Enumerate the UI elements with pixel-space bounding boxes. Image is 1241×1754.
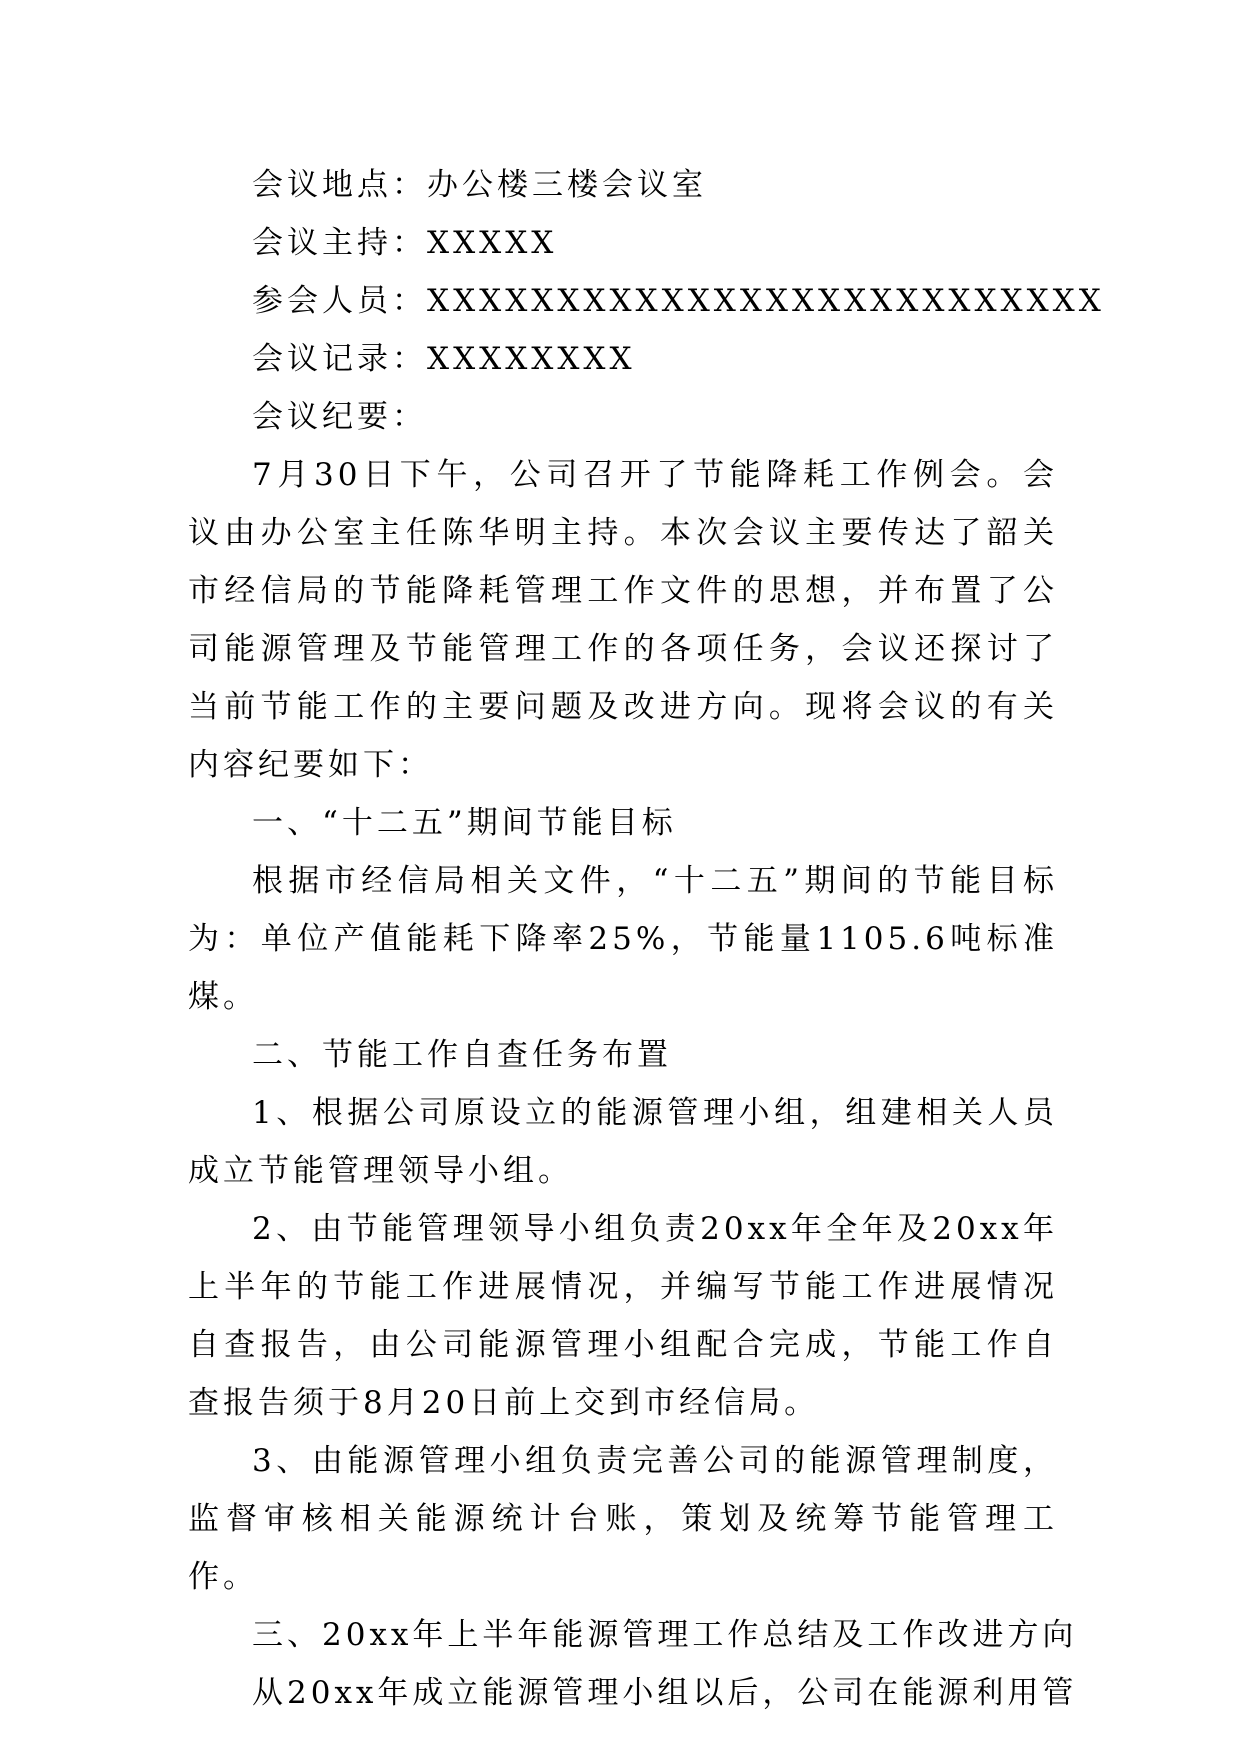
section-2-heading: 二、节能工作自查任务布置 (252, 1037, 672, 1073)
meeting-recorder: 会议记录：XXXXXXXX (252, 341, 636, 377)
task-item-1: 1、根据公司原设立的能源管理小组，组建相关人员成立节能管理领导小组。 (188, 1095, 1058, 1189)
meeting-attendees: 参会人员：XXXXXXXXXXXXXXXXXXXXXXXXXX (252, 283, 1105, 319)
intro-paragraph: 7月30日下午，公司召开了节能降耗工作例会。会议由办公室主任陈华明主持。本次会议主要传达了韶关市经信局的节能降耗管理工作文件的思想，并布置了公司能源管理及节能管理工作的各项任务，会议还探讨了当前节能工作的主要问题及改进方向。现将会议的有关内容纪要如下： (188, 457, 1058, 783)
meeting-host: 会议主持：XXXXX (252, 225, 558, 261)
document-body (188, 156, 1105, 1722)
section-1-heading: 一、“十二五”期间节能目标 (252, 805, 677, 841)
section-1-paragraph: 根据市经信局相关文件，“十二五”期间的节能目标为：单位产值能耗下降率25%，节能量1105.6吨标准煤。 (188, 863, 1058, 1015)
task-item-2: 2、由节能管理领导小组负责20xx年全年及20xx年上半年的节能工作进展情况，并编写节能工作进展情况自查报告，由公司能源管理小组配合完成，节能工作自查报告须于8月20日前上交到市经信局。 (188, 1211, 1058, 1421)
section-3-heading: 三、20xx年上半年能源管理工作总结及工作改进方向 (252, 1617, 1078, 1653)
task-item-3: 3、由能源管理小组负责完善公司的能源管理制度，监督审核相关能源统计台账，策划及统筹节能管理工作。 (188, 1443, 1058, 1595)
meeting-location: 会议地点：办公楼三楼会议室 (252, 167, 707, 203)
minutes-heading: 会议纪要： (252, 399, 427, 435)
section-3-paragraph: 从20xx年成立能源管理小组以后，公司在能源利用管 (252, 1675, 1078, 1711)
